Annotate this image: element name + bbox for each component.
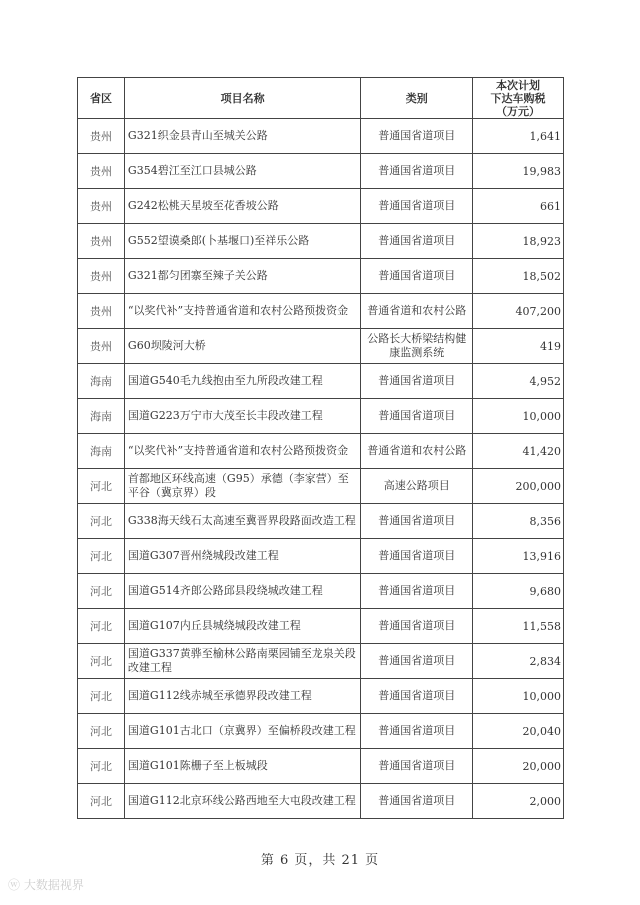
cell-amount: 661 <box>473 189 564 224</box>
cell-project-name: 国道G112线赤城至承德界段改建工程 <box>124 679 360 714</box>
cell-amount: 2,000 <box>473 784 564 819</box>
cell-project-name: 国道G514齐郎公路邱县段绕城改建工程 <box>124 574 360 609</box>
cell-category: 普通国省道项目 <box>361 574 473 609</box>
cell-project-name: G60坝陵河大桥 <box>124 329 360 364</box>
table-row <box>78 224 564 259</box>
cell-category: 普通国省道项目 <box>361 224 473 259</box>
watermark-logo: ⓦ 大数据视界 <box>8 878 84 892</box>
cell-amount: 13,916 <box>473 539 564 574</box>
cell-project-name: 国道G112北京环线公路西地至大屯段改建工程 <box>124 784 360 819</box>
cell-province: 贵州 <box>78 224 125 259</box>
cell-category: 普通国省道项目 <box>361 609 473 644</box>
cell-category: 公路长大桥梁结构健康监测系统 <box>361 329 473 364</box>
cell-amount: 9,680 <box>473 574 564 609</box>
cell-category: 普通国省道项目 <box>361 784 473 819</box>
table-row <box>78 294 564 329</box>
table-row <box>78 259 564 294</box>
cell-province: 海南 <box>78 364 125 399</box>
header-category: 类别 <box>361 78 473 119</box>
cell-province: 海南 <box>78 434 125 469</box>
cell-project-name: G321都匀团寨至辣子关公路 <box>124 259 360 294</box>
cell-category: 普通国省道项目 <box>361 714 473 749</box>
cell-project-name: G338海天线石太高速至冀晋界段路面改造工程 <box>124 504 360 539</box>
cell-project-name: 国道G101古北口（京冀界）至偏桥段改建工程 <box>124 714 360 749</box>
table-row <box>78 189 564 224</box>
table-row <box>78 329 564 364</box>
cell-category: 普通国省道项目 <box>361 644 473 679</box>
cell-amount: 419 <box>473 329 564 364</box>
cell-province: 河北 <box>78 469 125 504</box>
cell-project-name: 国道G337黄骅至榆林公路南栗园铺至龙泉关段改建工程 <box>124 644 360 679</box>
cell-province: 贵州 <box>78 294 125 329</box>
cell-province: 贵州 <box>78 119 125 154</box>
table-row <box>78 154 564 189</box>
cell-category: 普通国省道项目 <box>361 679 473 714</box>
cell-province: 河北 <box>78 749 125 784</box>
cell-province: 河北 <box>78 679 125 714</box>
cell-category: 高速公路项目 <box>361 469 473 504</box>
header-amount <box>473 78 564 119</box>
cell-project-name: G242松桃天星坡至花香坡公路 <box>124 189 360 224</box>
cell-project-name: 首都地区环线高速（G95）承德（李家营）至平谷（冀京界）段 <box>124 469 360 504</box>
cell-province: 贵州 <box>78 329 125 364</box>
cell-project-name: G354碧江至江口县城公路 <box>124 154 360 189</box>
cell-amount: 10,000 <box>473 399 564 434</box>
cell-project-name: 国道G101陈栅子至上板城段 <box>124 749 360 784</box>
cell-amount: 200,000 <box>473 469 564 504</box>
table-row <box>78 784 564 819</box>
cell-category: 普通国省道项目 <box>361 119 473 154</box>
cell-amount: 4,952 <box>473 364 564 399</box>
cell-province: 贵州 <box>78 154 125 189</box>
table-row <box>78 574 564 609</box>
cell-province: 贵州 <box>78 189 125 224</box>
table-row <box>78 714 564 749</box>
cell-category: 普通国省道项目 <box>361 504 473 539</box>
cell-province: 河北 <box>78 539 125 574</box>
cell-amount: 41,420 <box>473 434 564 469</box>
header-amount-line2: 下达车购税 <box>490 91 546 105</box>
table-row <box>78 539 564 574</box>
cell-amount: 19,983 <box>473 154 564 189</box>
table-row <box>78 434 564 469</box>
cell-province: 河北 <box>78 504 125 539</box>
header-province: 省区 <box>78 78 125 119</box>
table-row <box>78 609 564 644</box>
cell-category: 普通国省道项目 <box>361 399 473 434</box>
project-table <box>77 77 564 819</box>
cell-province: 河北 <box>78 609 125 644</box>
cell-project-name: 国道G223万宁市大茂至长丰段改建工程 <box>124 399 360 434</box>
cell-province: 海南 <box>78 399 125 434</box>
header-amount-line1: 本次计划 <box>496 78 541 92</box>
table-row <box>78 364 564 399</box>
cell-project-name: G552望谟桑郎(卜基堰口)至祥乐公路 <box>124 224 360 259</box>
cell-category: 普通国省道项目 <box>361 364 473 399</box>
cell-province: 河北 <box>78 714 125 749</box>
cell-amount: 11,558 <box>473 609 564 644</box>
cell-category: 普通国省道项目 <box>361 259 473 294</box>
cell-category: 普通省道和农村公路 <box>361 294 473 329</box>
table-row <box>78 644 564 679</box>
cell-project-name: “以奖代补”支持普通省道和农村公路预拨资金 <box>124 434 360 469</box>
cell-province: 河北 <box>78 784 125 819</box>
cell-project-name: 国道G107内丘县城绕城段改建工程 <box>124 609 360 644</box>
header-amount-line3: （万元） <box>496 104 541 118</box>
cell-amount: 20,000 <box>473 749 564 784</box>
cell-category: 普通国省道项目 <box>361 154 473 189</box>
table-row <box>78 749 564 784</box>
cell-category: 普通国省道项目 <box>361 189 473 224</box>
cell-category: 普通国省道项目 <box>361 539 473 574</box>
cell-province: 河北 <box>78 574 125 609</box>
cell-project-name: “以奖代补”支持普通省道和农村公路预拨资金 <box>124 294 360 329</box>
cell-category: 普通省道和农村公路 <box>361 434 473 469</box>
cell-amount: 10,000 <box>473 679 564 714</box>
table-row <box>78 469 564 504</box>
cell-amount: 1,641 <box>473 119 564 154</box>
table-row <box>78 399 564 434</box>
cell-project-name: 国道G307晋州绕城段改建工程 <box>124 539 360 574</box>
cell-amount: 18,502 <box>473 259 564 294</box>
cell-amount: 2,834 <box>473 644 564 679</box>
page-number: 第 6 页，共 21 页 <box>260 853 380 868</box>
table-header-row <box>78 78 564 119</box>
cell-amount: 407,200 <box>473 294 564 329</box>
cell-project-name: 国道G540毛九线抱由至九所段改建工程 <box>124 364 360 399</box>
table-row <box>78 679 564 714</box>
table-row <box>78 119 564 154</box>
cell-category: 普通国省道项目 <box>361 749 473 784</box>
cell-province: 河北 <box>78 644 125 679</box>
cell-amount: 20,040 <box>473 714 564 749</box>
header-name: 项目名称 <box>124 78 360 119</box>
cell-amount: 18,923 <box>473 224 564 259</box>
cell-province: 贵州 <box>78 259 125 294</box>
table-row <box>78 504 564 539</box>
cell-project-name: G321织金县青山至城关公路 <box>124 119 360 154</box>
cell-amount: 8,356 <box>473 504 564 539</box>
